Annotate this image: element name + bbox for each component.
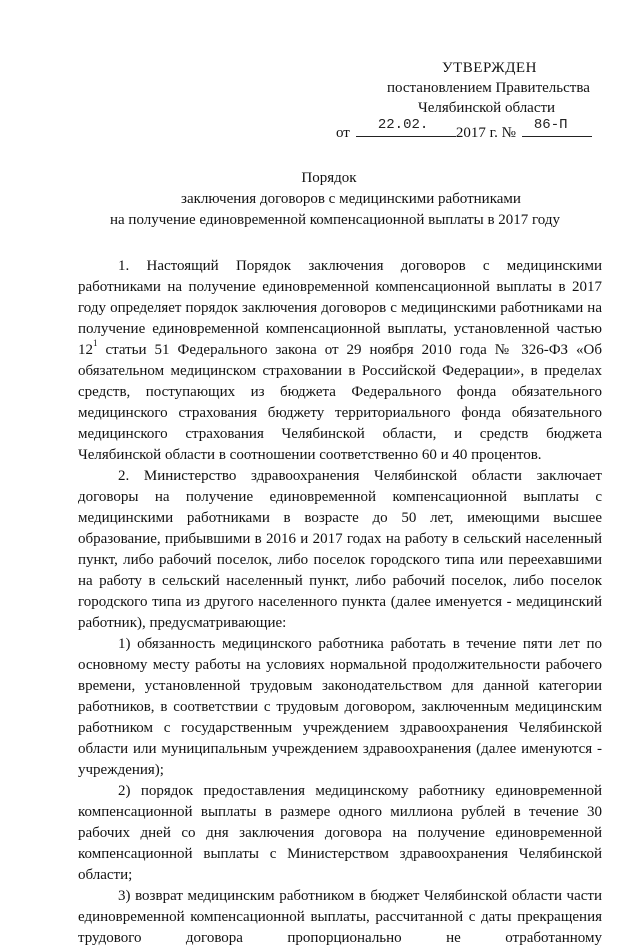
paragraph-1-text-b: статьи 51 Федерального закона от 29 ноября 2010 года № 326-ФЗ «Об обязательном медицинском страховании в Российской Федерации», в пределах средств, поступающих из бюджета Федерального фонда обязательного медицинского страхования бюджету территориального фонда обязательного медицинского страхования Челябинской области, и средств бюджета Челябинской области в соотношении соответственно 60 и 40 процентов. — [78, 342, 602, 463]
document-body — [78, 256, 602, 949]
approval-title: УТВЕРЖДЕН — [442, 60, 537, 76]
approval-date-number-line — [336, 118, 592, 143]
heading-subtitle-line2: на получение единовременной компенсационной выплаты в 2017 году — [110, 212, 560, 228]
approval-line-region: Челябинской области — [418, 100, 556, 116]
paragraph-item-3: 3) возврат медицинским работником в бюджет Челябинской области части единовременной компенсационной выплаты, рассчитанной с даты прекращения трудового договора пропорционально не отработанному — [78, 888, 602, 946]
date-field — [356, 118, 456, 137]
year-number-label: 2017 г. № — [455, 125, 516, 141]
document-heading — [0, 168, 640, 231]
heading-subtitle-line1: заключения договоров с медицинскими работниками — [181, 191, 521, 207]
document-number-value: 86-П — [533, 117, 568, 133]
paragraph-item-1: 1) обязанность медицинского работника работать в течение пяти лет по основному месту работы на условиях нормальной продолжительности рабочего времени, установленной трудовым законодательством для данной категории работников, в соответствии с трудовым договором, заключенным медицинским работником с государственным учреждением здравоохранения Челябинской области или муниципальным учреждением здравоохранения (далее именуются - учреждения); — [78, 636, 602, 778]
paragraph-1 — [78, 256, 602, 466]
from-label: от — [336, 125, 350, 141]
paragraph-2: 2. Министерство здравоохранения Челябинской области заключает договоры на получение единовременной компенсационной выплаты с медицинскими работниками в возрасте до 50 лет, имеющими высшее образование, прибывшими в 2016 и 2017 годах на работу в сельский населенный пункт, либо рабочий поселок, либо поселок городского типа или переехавшими на работу в сельский населенный пункт, либо рабочий поселок, либо поселок городского типа из другого населенного пункта (далее именуется - медицинский работник), предусматривающие: — [78, 468, 602, 631]
document-number-field — [522, 118, 592, 137]
date-value: 22.02. — [377, 117, 429, 133]
superscript-1: 1 — [93, 338, 98, 348]
heading-title: Порядок — [301, 170, 357, 186]
approval-line-resolution: постановлением Правительства — [387, 80, 590, 96]
paragraph-item-2: 2) порядок предоставления медицинскому работнику единовременной компенсационной выплаты в размере одного миллиона рублей в течение 30 рабочих дней со дня заключения договора на получение единовременной компенсационной выплаты с Министерством здравоохранения Челябинской области; — [78, 783, 602, 883]
paragraph-1-text-a: 1. Настоящий Порядок заключения договоров с медицинскими работниками на получение единовременной компенсационной выплаты в 2017 году определяет порядок заключения договоров с медицинскими работниками на получение единовременной компенсационной выплаты, установленной частью 12 — [78, 258, 602, 358]
